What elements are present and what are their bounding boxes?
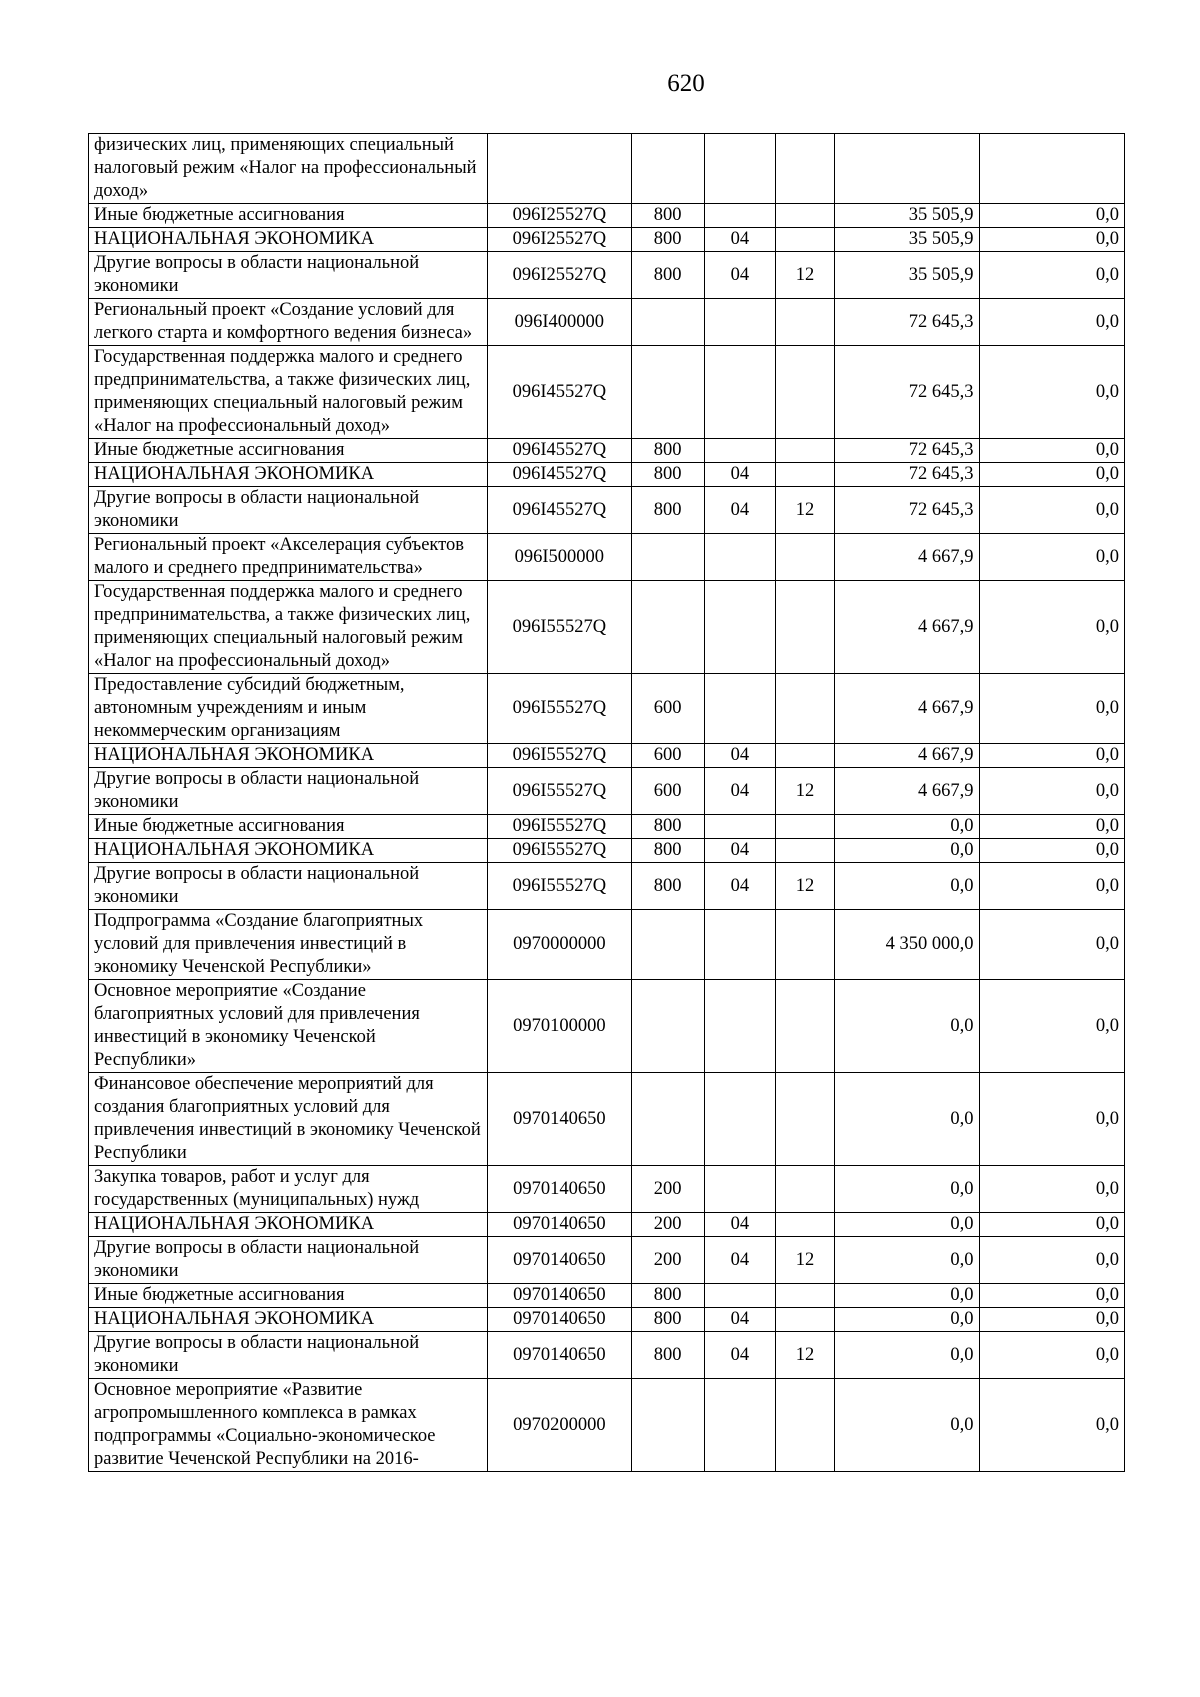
cell-amount-2: 0,0: [979, 839, 1124, 863]
cell-name: Основное мероприятие «Развитие агропромышленного комплекса в рамках подпрограммы «Социально-экономическое развитие Чеченской Республики на 2016-: [89, 1379, 488, 1472]
cell-name: физических лиц, применяющих специальный налоговый режим «Налог на профессиональный доход»: [89, 134, 488, 204]
cell-vr: 800: [631, 252, 704, 299]
cell-name: Закупка товаров, работ и услуг для государственных (муниципальных) нужд: [89, 1166, 488, 1213]
cell-pr: [775, 346, 834, 439]
table-row: [89, 346, 1125, 439]
cell-pr: [775, 1308, 834, 1332]
cell-amount-1: 4 667,9: [835, 768, 979, 815]
cell-pr: [775, 299, 834, 346]
table-row: [89, 299, 1125, 346]
cell-amount-1: 72 645,3: [835, 487, 979, 534]
cell-name: НАЦИОНАЛЬНАЯ ЭКОНОМИКА: [89, 1308, 488, 1332]
cell-code: 096I400000: [488, 299, 631, 346]
cell-code: 096I45527Q: [488, 463, 631, 487]
cell-vr: [631, 299, 704, 346]
cell-amount-2: 0,0: [979, 744, 1124, 768]
table-row: [89, 815, 1125, 839]
cell-rz: 04: [704, 463, 775, 487]
cell-amount-2: 0,0: [979, 439, 1124, 463]
cell-code: 096I55527Q: [488, 839, 631, 863]
cell-code: 0970140650: [488, 1166, 631, 1213]
table-row: [89, 1213, 1125, 1237]
cell-code: 0970140650: [488, 1308, 631, 1332]
cell-rz: [704, 1284, 775, 1308]
cell-pr: 12: [775, 1332, 834, 1379]
cell-vr: 800: [631, 439, 704, 463]
table-row: [89, 534, 1125, 581]
table-row: [89, 1166, 1125, 1213]
cell-pr: [775, 1073, 834, 1166]
cell-amount-2: 0,0: [979, 980, 1124, 1073]
cell-amount-2: 0,0: [979, 1237, 1124, 1284]
cell-amount-2: 0,0: [979, 252, 1124, 299]
cell-rz: 04: [704, 487, 775, 534]
cell-name: НАЦИОНАЛЬНАЯ ЭКОНОМИКА: [89, 463, 488, 487]
cell-pr: [775, 463, 834, 487]
cell-vr: 200: [631, 1166, 704, 1213]
cell-amount-1: 72 645,3: [835, 346, 979, 439]
cell-name: Региональный проект «Акселерация субъектов малого и среднего предпринимательства»: [89, 534, 488, 581]
cell-code: 096I25527Q: [488, 204, 631, 228]
cell-name: Иные бюджетные ассигнования: [89, 1284, 488, 1308]
cell-amount-2: 0,0: [979, 1379, 1124, 1472]
cell-vr: [631, 1379, 704, 1472]
cell-pr: [775, 980, 834, 1073]
cell-pr: [775, 1284, 834, 1308]
cell-amount-2: 0,0: [979, 863, 1124, 910]
cell-vr: 200: [631, 1213, 704, 1237]
cell-code: 0970140650: [488, 1332, 631, 1379]
cell-amount-1: 0,0: [835, 1213, 979, 1237]
table-row: [89, 581, 1125, 674]
cell-amount-2: 0,0: [979, 1213, 1124, 1237]
cell-name: Другие вопросы в области национальной экономики: [89, 863, 488, 910]
cell-rz: [704, 1379, 775, 1472]
table-row: [89, 252, 1125, 299]
cell-name: Государственная поддержка малого и среднего предпринимательства, а также физических лиц, применяющих специальный налоговый режим «Налог на профессиональный доход»: [89, 581, 488, 674]
cell-amount-2: 0,0: [979, 204, 1124, 228]
cell-code: 096I45527Q: [488, 487, 631, 534]
cell-code: 0970140650: [488, 1284, 631, 1308]
table-row: [89, 674, 1125, 744]
cell-amount-1: 72 645,3: [835, 439, 979, 463]
cell-name: Иные бюджетные ассигнования: [89, 204, 488, 228]
cell-amount-1: 4 667,9: [835, 674, 979, 744]
cell-amount-1: 0,0: [835, 1237, 979, 1284]
cell-vr: 800: [631, 863, 704, 910]
cell-rz: 04: [704, 768, 775, 815]
cell-rz: [704, 346, 775, 439]
cell-name: НАЦИОНАЛЬНАЯ ЭКОНОМИКА: [89, 839, 488, 863]
cell-name: Региональный проект «Создание условий для легкого старта и комфортного ведения бизнеса»: [89, 299, 488, 346]
cell-pr: [775, 534, 834, 581]
table-row: [89, 980, 1125, 1073]
cell-amount-1: 4 667,9: [835, 534, 979, 581]
cell-vr: 800: [631, 204, 704, 228]
cell-pr: [775, 228, 834, 252]
cell-amount-2: 0,0: [979, 674, 1124, 744]
cell-code: 0970140650: [488, 1213, 631, 1237]
cell-name: Основное мероприятие «Создание благоприятных условий для привлечения инвестиций в экономику Чеченской Республики»: [89, 980, 488, 1073]
cell-name: Государственная поддержка малого и среднего предпринимательства, а также физических лиц, применяющих специальный налоговый режим «Налог на профессиональный доход»: [89, 346, 488, 439]
cell-name: НАЦИОНАЛЬНАЯ ЭКОНОМИКА: [89, 1213, 488, 1237]
cell-amount-2: 0,0: [979, 768, 1124, 815]
cell-rz: 04: [704, 1308, 775, 1332]
cell-pr: [775, 744, 834, 768]
cell-vr: 800: [631, 1308, 704, 1332]
cell-amount-2: 0,0: [979, 346, 1124, 439]
cell-name: Другие вопросы в области национальной экономики: [89, 252, 488, 299]
cell-rz: 04: [704, 1332, 775, 1379]
cell-pr: [775, 1379, 834, 1472]
cell-code: 096I25527Q: [488, 228, 631, 252]
table-row: [89, 863, 1125, 910]
cell-vr: 800: [631, 463, 704, 487]
cell-name: Иные бюджетные ассигнования: [89, 439, 488, 463]
cell-name: НАЦИОНАЛЬНАЯ ЭКОНОМИКА: [89, 744, 488, 768]
cell-name: Подпрограмма «Создание благоприятных условий для привлечения инвестиций в экономику Чеченской Республики»: [89, 910, 488, 980]
cell-vr: 600: [631, 768, 704, 815]
cell-amount-1: 0,0: [835, 1073, 979, 1166]
cell-amount-2: 0,0: [979, 581, 1124, 674]
cell-amount-1: 0,0: [835, 1284, 979, 1308]
cell-amount-1: 0,0: [835, 1166, 979, 1213]
table-row: [89, 487, 1125, 534]
cell-amount-2: 0,0: [979, 1308, 1124, 1332]
cell-amount-1: 0,0: [835, 815, 979, 839]
cell-code: 096I55527Q: [488, 768, 631, 815]
cell-amount-2: 0,0: [979, 1166, 1124, 1213]
table-row: [89, 228, 1125, 252]
budget-table: [88, 133, 1125, 1472]
cell-code: 096I55527Q: [488, 581, 631, 674]
cell-pr: 12: [775, 1237, 834, 1284]
cell-code: 096I45527Q: [488, 439, 631, 463]
cell-amount-2: 0,0: [979, 1284, 1124, 1308]
cell-name: Другие вопросы в области национальной экономики: [89, 487, 488, 534]
cell-code: 0970000000: [488, 910, 631, 980]
cell-amount-2: 0,0: [979, 1073, 1124, 1166]
cell-amount-1: 0,0: [835, 1379, 979, 1472]
cell-amount-2: [979, 134, 1124, 204]
cell-rz: [704, 910, 775, 980]
cell-pr: [775, 581, 834, 674]
cell-pr: 12: [775, 487, 834, 534]
cell-amount-1: [835, 134, 979, 204]
cell-amount-1: 35 505,9: [835, 252, 979, 299]
cell-rz: 04: [704, 863, 775, 910]
table-row: [89, 1379, 1125, 1472]
table-row: [89, 439, 1125, 463]
cell-pr: [775, 674, 834, 744]
cell-name: Другие вопросы в области национальной экономики: [89, 768, 488, 815]
cell-name: Другие вопросы в области национальной экономики: [89, 1332, 488, 1379]
cell-vr: 800: [631, 839, 704, 863]
cell-vr: [631, 534, 704, 581]
cell-pr: 12: [775, 252, 834, 299]
cell-amount-2: 0,0: [979, 910, 1124, 980]
cell-rz: [704, 674, 775, 744]
cell-rz: [704, 204, 775, 228]
cell-pr: [775, 815, 834, 839]
cell-code: 0970200000: [488, 1379, 631, 1472]
cell-amount-1: 0,0: [835, 980, 979, 1073]
cell-pr: [775, 839, 834, 863]
table-row: [89, 1073, 1125, 1166]
table-row: [89, 463, 1125, 487]
cell-pr: 12: [775, 768, 834, 815]
cell-amount-1: 72 645,3: [835, 463, 979, 487]
cell-code: 096I500000: [488, 534, 631, 581]
cell-rz: 04: [704, 839, 775, 863]
table-row: [89, 839, 1125, 863]
cell-code: 0970140650: [488, 1237, 631, 1284]
cell-rz: 04: [704, 1213, 775, 1237]
cell-vr: 800: [631, 487, 704, 534]
cell-amount-2: 0,0: [979, 815, 1124, 839]
cell-code: 096I25527Q: [488, 252, 631, 299]
cell-amount-1: 0,0: [835, 863, 979, 910]
cell-vr: 800: [631, 1332, 704, 1379]
cell-name: Иные бюджетные ассигнования: [89, 815, 488, 839]
cell-code: 096I45527Q: [488, 346, 631, 439]
table-row: [89, 910, 1125, 980]
cell-name: Предоставление субсидий бюджетным, автономным учреждениям и иным некоммерческим организациям: [89, 674, 488, 744]
cell-code: 096I55527Q: [488, 674, 631, 744]
cell-vr: [631, 1073, 704, 1166]
cell-rz: [704, 299, 775, 346]
cell-vr: [631, 910, 704, 980]
table-row: [89, 768, 1125, 815]
cell-vr: [631, 346, 704, 439]
table-row: [89, 744, 1125, 768]
cell-name: Другие вопросы в области национальной экономики: [89, 1237, 488, 1284]
table-row: [89, 1284, 1125, 1308]
cell-rz: [704, 134, 775, 204]
cell-amount-2: 0,0: [979, 228, 1124, 252]
cell-vr: 600: [631, 744, 704, 768]
cell-rz: [704, 1073, 775, 1166]
cell-pr: 12: [775, 863, 834, 910]
cell-pr: [775, 204, 834, 228]
cell-pr: [775, 439, 834, 463]
cell-amount-1: 35 505,9: [835, 204, 979, 228]
cell-amount-2: 0,0: [979, 1332, 1124, 1379]
cell-rz: [704, 815, 775, 839]
table-body: [89, 134, 1125, 1472]
cell-vr: 800: [631, 228, 704, 252]
cell-rz: [704, 534, 775, 581]
cell-vr: [631, 581, 704, 674]
table-row: [89, 204, 1125, 228]
cell-rz: [704, 439, 775, 463]
cell-code: 096I55527Q: [488, 744, 631, 768]
cell-code: 0970140650: [488, 1073, 631, 1166]
cell-amount-1: 0,0: [835, 1332, 979, 1379]
cell-code: 096I55527Q: [488, 863, 631, 910]
cell-vr: 800: [631, 1284, 704, 1308]
cell-amount-2: 0,0: [979, 487, 1124, 534]
cell-pr: [775, 134, 834, 204]
cell-vr: 600: [631, 674, 704, 744]
cell-code: 0970100000: [488, 980, 631, 1073]
cell-rz: 04: [704, 228, 775, 252]
cell-pr: [775, 1166, 834, 1213]
cell-rz: 04: [704, 252, 775, 299]
cell-amount-2: 0,0: [979, 299, 1124, 346]
table-row: [89, 1332, 1125, 1379]
cell-rz: 04: [704, 1237, 775, 1284]
cell-amount-1: 4 350 000,0: [835, 910, 979, 980]
cell-vr: 200: [631, 1237, 704, 1284]
cell-pr: [775, 1213, 834, 1237]
cell-amount-1: 4 667,9: [835, 744, 979, 768]
cell-vr: [631, 980, 704, 1073]
cell-amount-1: 35 505,9: [835, 228, 979, 252]
cell-vr: [631, 134, 704, 204]
table-row: [89, 1237, 1125, 1284]
table-row: [89, 134, 1125, 204]
cell-rz: [704, 1166, 775, 1213]
cell-amount-2: 0,0: [979, 463, 1124, 487]
page-number: 620: [667, 70, 705, 97]
cell-amount-2: 0,0: [979, 534, 1124, 581]
cell-amount-1: 0,0: [835, 839, 979, 863]
table-row: [89, 1308, 1125, 1332]
cell-rz: 04: [704, 744, 775, 768]
cell-amount-1: 0,0: [835, 1308, 979, 1332]
cell-rz: [704, 980, 775, 1073]
cell-code: 096I55527Q: [488, 815, 631, 839]
cell-code: [488, 134, 631, 204]
cell-name: НАЦИОНАЛЬНАЯ ЭКОНОМИКА: [89, 228, 488, 252]
cell-pr: [775, 910, 834, 980]
cell-amount-1: 4 667,9: [835, 581, 979, 674]
cell-name: Финансовое обеспечение мероприятий для создания благоприятных условий для привлечения инвестиций в экономику Чеченской Республики: [89, 1073, 488, 1166]
cell-rz: [704, 581, 775, 674]
cell-vr: 800: [631, 815, 704, 839]
cell-amount-1: 72 645,3: [835, 299, 979, 346]
